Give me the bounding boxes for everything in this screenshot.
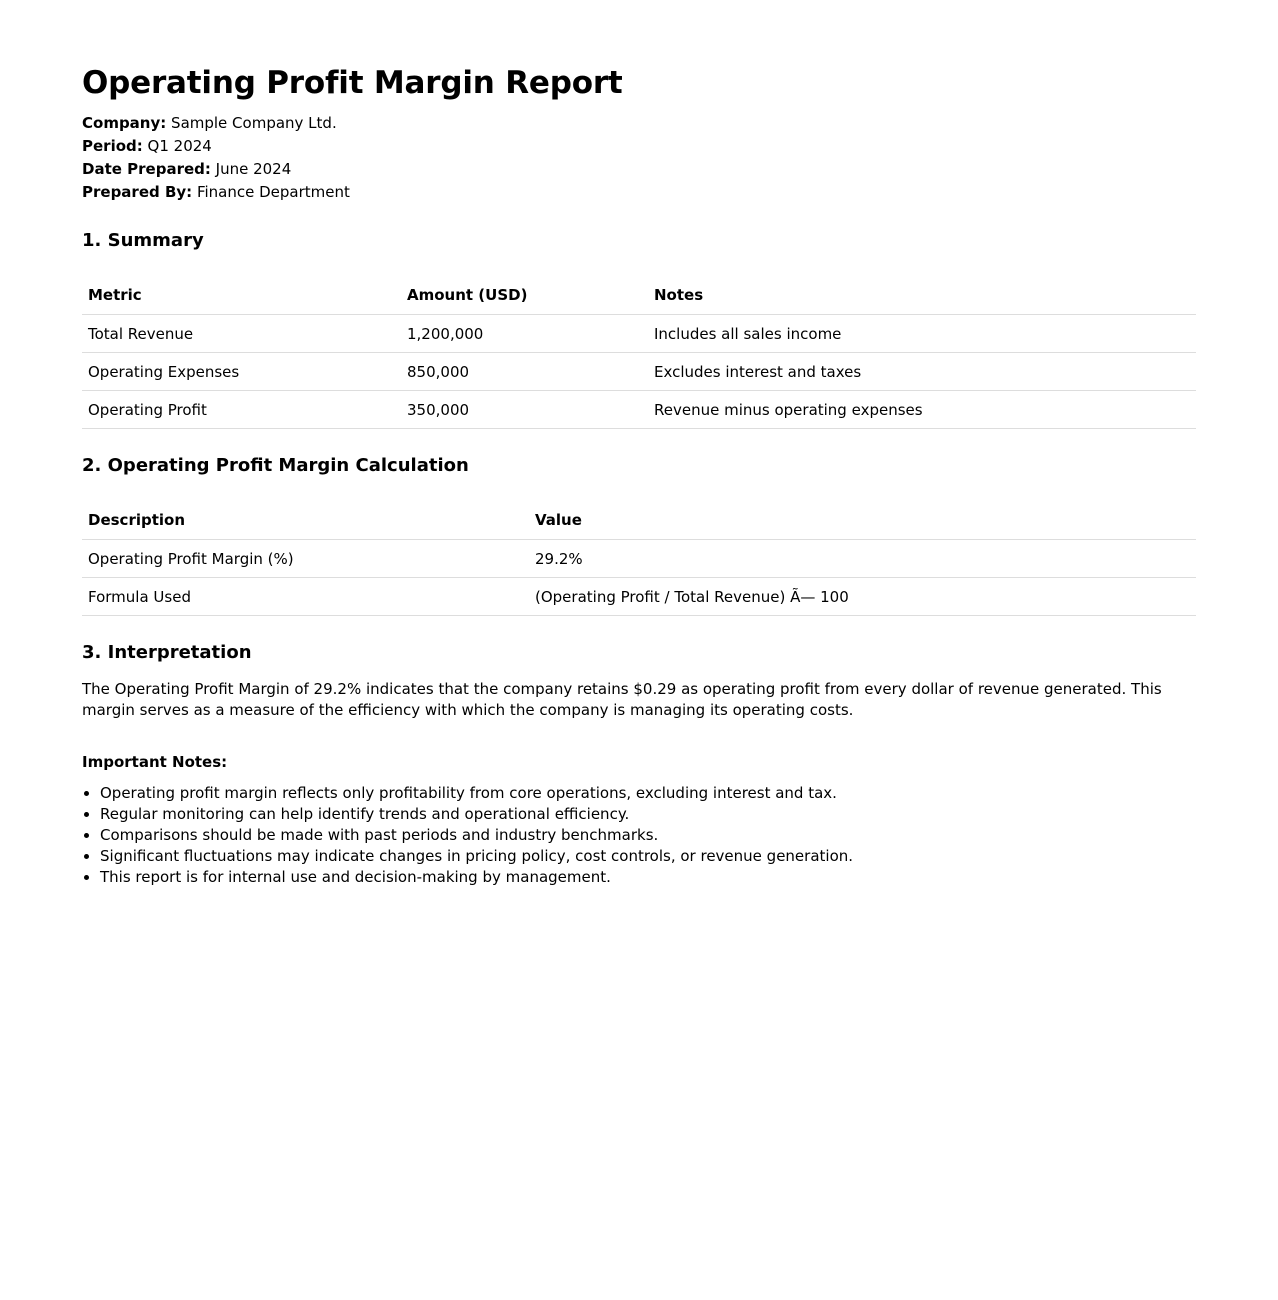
list-item: • This report is for internal use and decision-making by management. (100, 867, 1196, 888)
table-cell: Includes all sales income (648, 315, 1196, 353)
meta-date-prepared (82, 158, 1196, 181)
table-row (82, 353, 1196, 391)
list-item: • Regular monitoring can help identify trends and operational efficiency. (100, 804, 1196, 825)
table-row (82, 391, 1196, 429)
column-header: Amount (USD) (401, 276, 648, 315)
meta-label: Prepared By: (82, 183, 193, 201)
table-cell: (Operating Profit / Total Revenue) Ã— 100 (529, 578, 1196, 616)
table-row (82, 315, 1196, 353)
column-header: Value (529, 501, 1196, 540)
meta-value: Sample Company Ltd. (171, 114, 337, 132)
table-cell: Operating Profit (82, 391, 401, 429)
meta-label: Company: (82, 114, 167, 132)
calculation-heading: 2. Operating Profit Margin Calculation (82, 455, 469, 476)
table-cell: Total Revenue (82, 315, 401, 353)
meta-company (82, 112, 1196, 135)
important-notes-title: Important Notes: (82, 753, 228, 771)
table-header-row (82, 501, 1196, 540)
meta-period (82, 135, 1196, 158)
table-row (82, 578, 1196, 616)
meta-value: June 2024 (215, 160, 292, 178)
list-item: • Operating profit margin reflects only profitability from core operations, excluding interest and tax. (100, 783, 1196, 804)
table-cell: 1,200,000 (401, 315, 648, 353)
interpretation-paragraph: The Operating Profit Margin of 29.2% indicates that the company retains $0.29 as operating profit from every dollar of revenue generated. This margin serves as a measure of the efficiency with which the company is managing its operating costs. (82, 680, 1162, 719)
column-header: Description (82, 501, 529, 540)
table-cell: Operating Profit Margin (%) (82, 540, 529, 578)
column-header: Metric (82, 276, 401, 315)
meta-label: Date Prepared: (82, 160, 211, 178)
meta-prepared-by (82, 181, 1196, 204)
list-item: • Significant fluctuations may indicate changes in pricing policy, cost controls, or revenue generation. (100, 846, 1196, 867)
table-cell: 29.2% (529, 540, 1196, 578)
meta-value: Finance Department (196, 183, 350, 201)
meta-value: Q1 2024 (147, 137, 212, 155)
summary-heading: 1. Summary (82, 230, 204, 251)
column-header: Notes (648, 276, 1196, 315)
table-cell: Excludes interest and taxes (648, 353, 1196, 391)
page-title: Operating Profit Margin Report (82, 65, 623, 101)
table-row (82, 540, 1196, 578)
calculation-table (82, 501, 1196, 616)
list-item: • Comparisons should be made with past periods and industry benchmarks. (100, 825, 1196, 846)
summary-table (82, 276, 1196, 429)
table-cell: 350,000 (401, 391, 648, 429)
table-cell: Revenue minus operating expenses (648, 391, 1196, 429)
table-cell: Formula Used (82, 578, 529, 616)
report-meta (82, 112, 1196, 204)
table-cell: Operating Expenses (82, 353, 401, 391)
interpretation-heading: 3. Interpretation (82, 642, 252, 663)
important-notes-list (82, 783, 1196, 888)
meta-label: Period: (82, 137, 143, 155)
table-header-row (82, 276, 1196, 315)
table-cell: 850,000 (401, 353, 648, 391)
